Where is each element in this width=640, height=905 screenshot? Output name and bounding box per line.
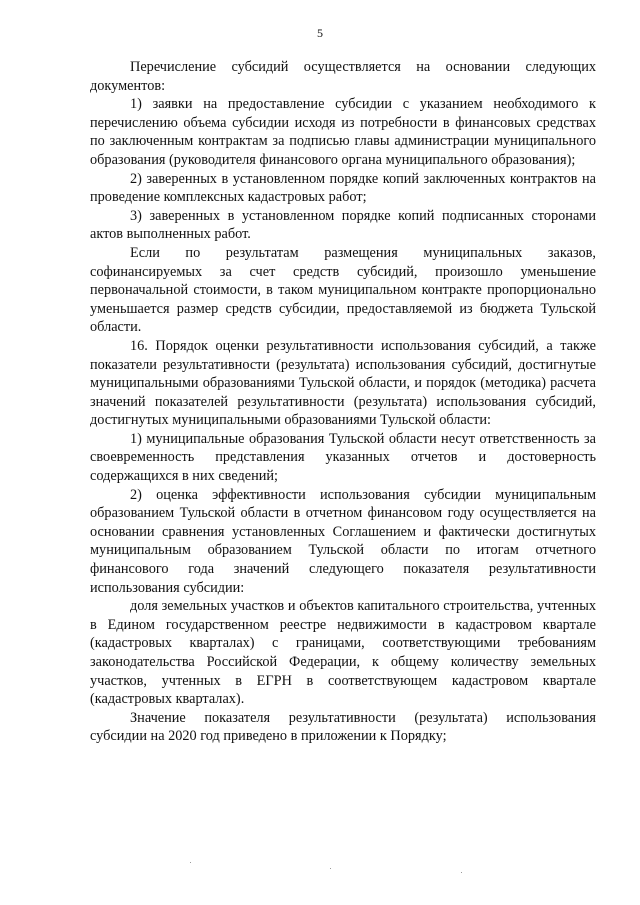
paragraph-cost-reduction: Если по результатам размещения муниципальных заказов, софинансируемых за счет средств субсидий, произошло уменьшение первоначальной стоимости, в таком муниципальном контракте пропорционально уменьшается размер средств субсидии, предоставляемой из бюджета Тульской области. — [90, 244, 596, 336]
paragraph-section-16: 16. Порядок оценки результативности использования субсидий, а также показатели результативности (результата) использования субсидий, достигнутые муниципальными образованиями Тульской области, и порядок (методика) расчета значений показателей результативности (результата) использования субсидий, достигнутых муниципальными образованиями Тульской области: — [90, 337, 596, 429]
scan-speck — [461, 872, 462, 873]
page-number: 5 — [317, 26, 323, 40]
document-body — [90, 58, 596, 746]
paragraph-indicator-value: Значение показателя результативности (результата) использования субсидии на 2020 год приведено в приложении к Порядку; — [90, 709, 596, 745]
paragraph-item-3-acts: 3) заверенных в установленном порядке копий подписанных сторонами актов выполненных работ. — [90, 207, 596, 243]
paragraph-item-1-application: 1) заявки на предоставление субсидии с указанием необходимого к перечислению объема субсидии исходя из потребности в финансовых средствах по заключенным контрактам за подписью главы администрации муниципального образования (руководителя финансового органа муниципального образования); — [90, 96, 596, 168]
paragraph-responsibility: 1) муниципальные образования Тульской области несут ответственность за своевременность представления указанных отчетов и достоверность содержащихся в них сведений; — [90, 430, 596, 485]
scan-speck — [190, 862, 191, 863]
paragraph-indicator-definition: доля земельных участков и объектов капитального строительства, учтенных в Едином государственном реестре недвижимости в кадастровом квартале (кадастровых кварталах) с границами, соответствующими требованиям законодательства Российской Федерации, к общему количеству земельных участков, учтенных в ЕГРН в соответствующем кадастровом квартале (кадастровых кварталах). — [90, 598, 596, 708]
scan-speck — [330, 868, 331, 869]
paragraph-efficiency-assessment: 2) оценка эффективности использования субсидии муниципальным образованием Тульской области в отчетном финансовом году осуществляется на основании сравнения установленных Соглашением и фактически достигнутых муниципальным образованием Тульской области по итогам отчетного финансового года значений следующего показателя результативности использования субсидии: — [90, 486, 596, 596]
paragraph-payment-basis: Перечисление субсидий осуществляется на основании следующих документов: — [90, 59, 596, 94]
paragraph-item-2-contracts: 2) заверенных в установленном порядке копий заключенных контрактов на проведение комплексных кадастровых работ; — [90, 170, 596, 206]
